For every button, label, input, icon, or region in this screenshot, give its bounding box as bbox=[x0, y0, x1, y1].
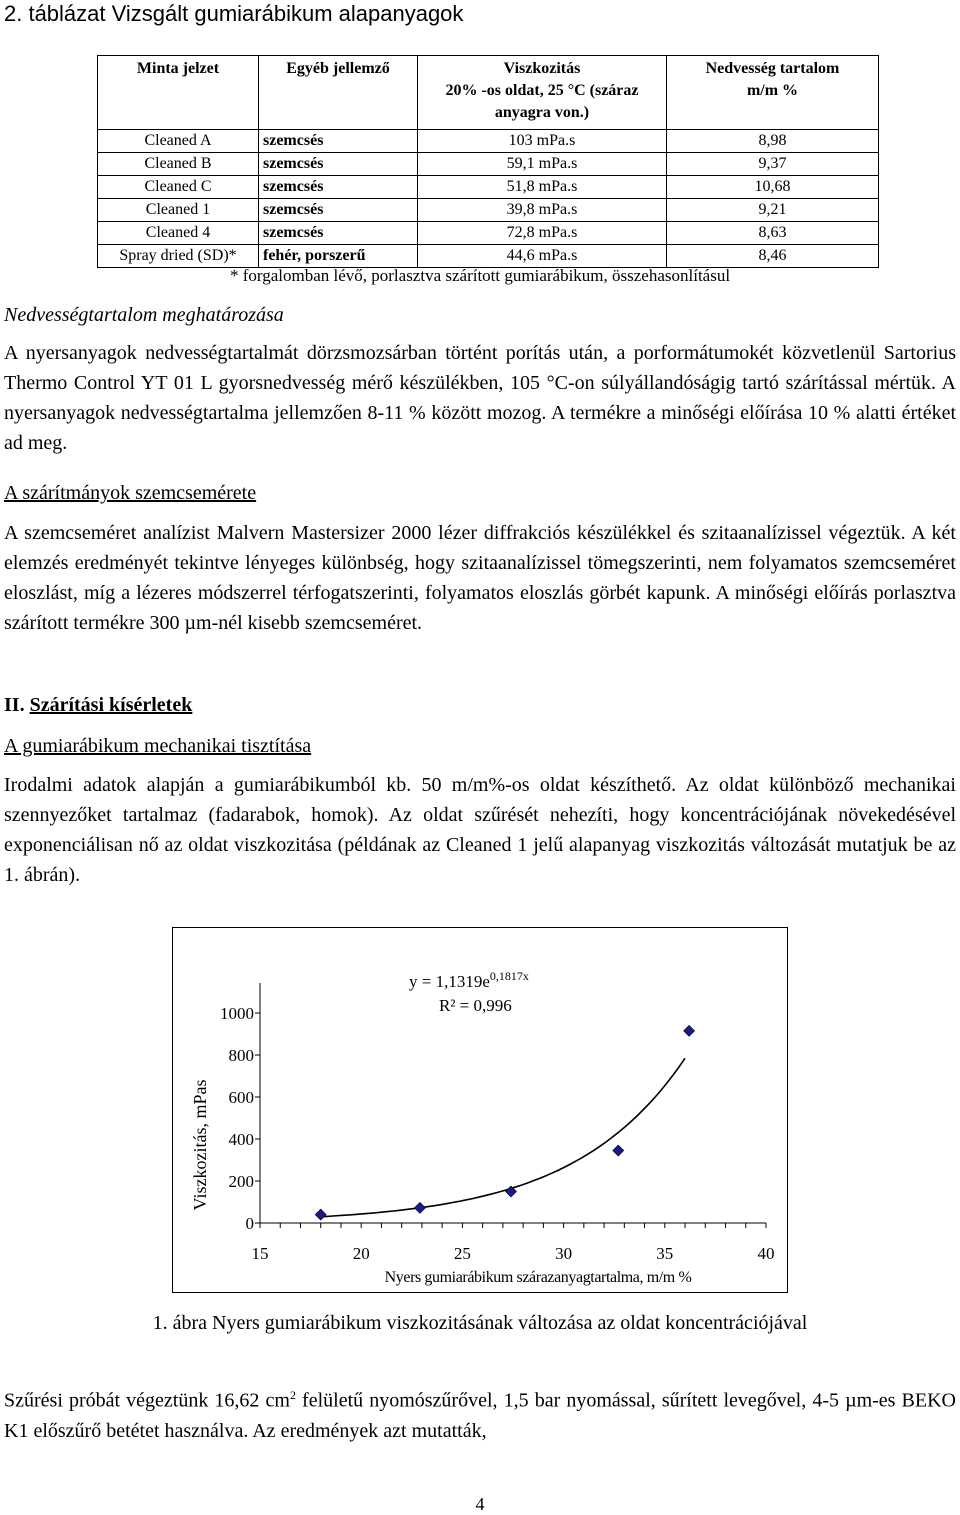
filter-text-sup: 2 bbox=[289, 1388, 296, 1402]
table-cell-moisture: 9,37 bbox=[667, 153, 879, 176]
table-cell-other: szemcsés bbox=[259, 130, 418, 153]
filter-text-post: felületű nyomószűrővel, 1,5 bar nyomással, sűrített levegővel, 4-5 µm-es BEKO K1 előszűrő betétet használva. Az eredmények azt mutatták, bbox=[4, 1389, 956, 1442]
table-header-row bbox=[98, 56, 879, 130]
table-title: 2. táblázat Vizsgált gumiarábikum alapanyagok bbox=[4, 1, 464, 26]
page-number: 4 bbox=[475, 1494, 485, 1514]
y-tick-label: 1000 bbox=[220, 1004, 254, 1023]
x-axis-label: Nyers gumiarábikum szárazanyagtartalma, m/m % bbox=[384, 1269, 692, 1286]
table-cell-other: szemcsés bbox=[259, 222, 418, 245]
table-cell-viscosity: 103 mPa.s bbox=[418, 130, 667, 153]
header-moisture bbox=[667, 56, 879, 130]
header-viscosity-line1: Viszkozitás bbox=[503, 60, 581, 77]
y-axis-label: Viszkozitás, mPas bbox=[190, 1079, 210, 1211]
cleaning-paragraph: Irodalmi adatok alapján a gumiarábikumból kb. 50 m/m%-os oldat készíthető. Az oldat különböző mechanikai szennyezőket tartalmaz (fadarabok, homok). Az oldat szűrését nehezíti, hogy koncentrációjának növekedésével exponenciálisan nő az oldat viszkozitása (példának az Cleaned 1 jelű alapanyag viszkozitás változását mutatjuk be az 1. ábrán). bbox=[4, 774, 956, 886]
x-tick-label: 35 bbox=[656, 1244, 674, 1263]
drying-heading bbox=[4, 694, 192, 717]
chart-r2: R² = 0,996 bbox=[439, 996, 512, 1015]
header-viscosity-line2: 20% -os oldat, 25 °C (száraz bbox=[445, 82, 639, 99]
filter-paragraph bbox=[4, 1380, 956, 1446]
viscosity-chart bbox=[172, 927, 788, 1293]
table-row bbox=[98, 199, 879, 222]
header-viscosity-line3: anyagra von.) bbox=[494, 104, 590, 121]
table-cell-moisture: 10,68 bbox=[667, 176, 879, 199]
table-cell-viscosity: 44,6 mPa.s bbox=[418, 245, 667, 268]
y-tick-label: 600 bbox=[228, 1088, 254, 1107]
filter-text-pre: Szűrési próbát végeztünk 16,62 cm bbox=[4, 1389, 290, 1412]
table-cell-moisture: 8,46 bbox=[667, 245, 879, 268]
table-cell-sample: Cleaned A bbox=[98, 130, 259, 153]
x-tick-label: 15 bbox=[251, 1244, 269, 1263]
particle-heading: A szárítmányok szemcsemérete bbox=[4, 482, 257, 504]
x-tick-label: 30 bbox=[555, 1244, 573, 1263]
drying-heading-number: II. bbox=[4, 694, 25, 716]
moisture-heading: Nedvességtartalom meghatározása bbox=[4, 304, 284, 326]
header-viscosity bbox=[418, 56, 667, 130]
table-cell-other: fehér, porszerű bbox=[259, 245, 418, 268]
table-cell-other: szemcsés bbox=[259, 153, 418, 176]
chart-equation-base: y = 1,1319e bbox=[409, 972, 490, 991]
table-row bbox=[98, 153, 879, 176]
table-footnote: * forgalomban lévő, porlasztva szárított gumiarábikum, összehasonlításul bbox=[229, 266, 731, 285]
table-cell-sample: Spray dried (SD)* bbox=[98, 245, 259, 268]
table-cell-viscosity: 39,8 mPa.s bbox=[418, 199, 667, 222]
x-tick-label: 25 bbox=[453, 1244, 471, 1263]
table-cell-viscosity: 51,8 mPa.s bbox=[418, 176, 667, 199]
drying-heading-text: Szárítási kísérletek bbox=[29, 694, 193, 716]
table-row bbox=[98, 245, 879, 268]
header-moisture-line1: Nedvesség tartalom bbox=[705, 60, 840, 77]
table-cell-moisture: 8,63 bbox=[667, 222, 879, 245]
y-tick-label: 200 bbox=[228, 1172, 254, 1191]
cleaning-heading: A gumiarábikum mechanikai tisztítása bbox=[4, 735, 312, 757]
table-cell-other: szemcsés bbox=[259, 176, 418, 199]
table-cell-other: szemcsés bbox=[259, 199, 418, 222]
table-row bbox=[98, 222, 879, 245]
header-other: Egyéb jellemző bbox=[259, 56, 418, 130]
table-cell-viscosity: 72,8 mPa.s bbox=[418, 222, 667, 245]
table-body bbox=[98, 130, 879, 268]
header-sample: Minta jelzet bbox=[98, 56, 259, 130]
table-cell-moisture: 8,98 bbox=[667, 130, 879, 153]
table-cell-sample: Cleaned C bbox=[98, 176, 259, 199]
table-cell-moisture: 9,21 bbox=[667, 199, 879, 222]
y-tick-label: 400 bbox=[228, 1130, 254, 1149]
table-cell-sample: Cleaned B bbox=[98, 153, 259, 176]
x-tick-label: 40 bbox=[757, 1244, 775, 1263]
materials-table bbox=[97, 55, 879, 268]
figure-caption: 1. ábra Nyers gumiarábikum viszkozitásának változása az oldat koncentrációjával bbox=[152, 1312, 808, 1334]
moisture-paragraph: A nyersanyagok nedvességtartalmát dörzsmozsárban történt porítás után, a porformátumokét közvetlenül Sartorius Thermo Control YT 01 L gyorsnedvesség mérő készülékben, 105 °C-on súlyállandóságig tartó szárítással mértük. A nyersanyagok nedvességtartalma jellemzően 8-11 % között mozog. A termékre a minőségi előírása 10 % alatti értéket ad meg. bbox=[4, 342, 956, 454]
table-cell-sample: Cleaned 4 bbox=[98, 222, 259, 245]
chart-equation-exponent: 0,1817x bbox=[489, 969, 529, 983]
y-tick-label: 0 bbox=[245, 1214, 254, 1233]
table-row bbox=[98, 176, 879, 199]
table-cell-sample: Cleaned 1 bbox=[98, 199, 259, 222]
particle-paragraph: A szemcseméret analízist Malvern Mastersizer 2000 lézer diffrakciós készülékkel és szitaanalízissel végeztük. A két elemzés eredményét tekintve lényeges különbség, hogy szitaanalízissel tömegszerinti, nem folyamatos szemcseméret eloszlást, míg a lézeres módszerrel térfogatszerinti, folyamatos eloszlás görbét kapunk. A minőségi előírás porlasztva szárított termékre 300 µm-nél kisebb szemcseméret. bbox=[4, 522, 956, 634]
header-moisture-line2: m/m % bbox=[746, 82, 799, 99]
table-cell-viscosity: 59,1 mPa.s bbox=[418, 153, 667, 176]
y-tick-label: 800 bbox=[228, 1046, 254, 1065]
table-row bbox=[98, 130, 879, 153]
x-tick-label: 20 bbox=[352, 1244, 370, 1263]
